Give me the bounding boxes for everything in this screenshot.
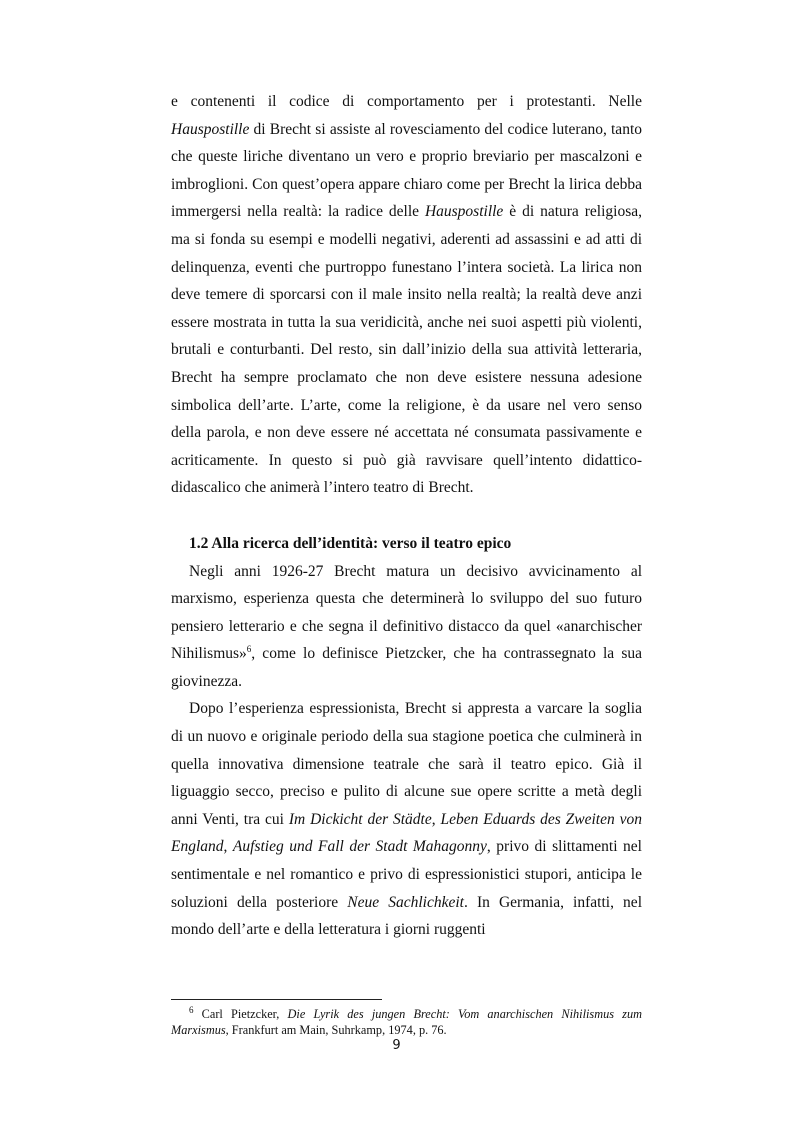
text-run: di Brecht si assiste al rovesciamento del codice luterano, tanto che queste liriche diventano un vero e proprio breviario per mascalzoni e imbroglioni. Con quest’opera appare chiaro come per Brecht la lirica debba immergersi nella realtà: la radice delle bbox=[171, 120, 642, 221]
footnote-divider bbox=[171, 999, 382, 1000]
footnote-reference[interactable]: 6 bbox=[246, 644, 252, 655]
italic-title: Neue Sachlichkeit bbox=[347, 893, 464, 911]
paragraph-1 bbox=[171, 88, 642, 502]
paragraph-2 bbox=[171, 558, 642, 696]
italic-title: Im Dickicht der Städte bbox=[288, 810, 432, 828]
text-run: e contenenti il codice di comportamento per i protestanti. Nelle bbox=[171, 93, 642, 110]
text-run: Negli anni 1926-27 Brecht matura un decisivo avvicinamento al marxismo, esperienza questa che determinerà lo sviluppo del suo futuro pensiero letterario e che segna il definitivo distacco da quel «anarchischer Nihilismus» bbox=[171, 562, 642, 663]
italic-title: Aufstieg und Fall der Stadt Mahagonny bbox=[232, 838, 487, 856]
italic-title: Hauspostille bbox=[424, 203, 504, 221]
text-run: . In Germania, infatti, nel mondo dell’arte e della letteratura i giorni ruggenti bbox=[171, 893, 642, 939]
paragraph-3 bbox=[171, 695, 642, 943]
section-heading: 1.2 Alla ricerca dell’identità: verso il teatro epico bbox=[189, 534, 512, 552]
italic-title: Die Lyrik des jungen Brecht: Vom anarchischen Nihilismus zum Marxismus bbox=[171, 1007, 642, 1037]
page-body bbox=[171, 88, 642, 944]
text-run: , bbox=[223, 838, 233, 856]
text-run: , bbox=[431, 810, 441, 828]
text-run: è di natura religiosa, ma si fonda su esempi e modelli negativi, aderenti ad assassini e ad atti di delinquenza, eventi che purtroppo funestano l’intera società. La lirica non deve temere di sporcarsi con il male insito nella realtà; la realtà deve anzi essere mostrata in tutta la sua veridicità, anche nei suoi aspetti più violenti, brutali e conturbanti. Del resto, sin dall’inizio della sua attività letteraria, Brecht ha sempre proclamato che non deve esistere nessuna adesione simbolica dell’arte. L’arte, come la religione, è da usare nel vero senso della parola, e non deve essere né accettata né consumata passivamente e acriticamente. In questo si può già ravvisare quell’intento didattico-didascalico che animerà l’intero teatro di Brecht. bbox=[171, 203, 642, 497]
text-run: , Frankfurt am Main, Suhrkamp, 1974, p. 76. bbox=[225, 1023, 447, 1037]
footnote-number: 6 bbox=[189, 1004, 194, 1015]
footnote bbox=[171, 1006, 642, 1038]
page-number: 9 bbox=[392, 1038, 401, 1053]
text-run: , privo di slittamenti nel sentimentale e nel romantico e privo di espressionistici stupori, anticipa le soluzioni della posteriore bbox=[171, 838, 642, 911]
text-run: Dopo l’esperienza espressionista, Brecht si appresta a varcare la soglia di un nuovo e originale periodo della sua stagione poetica che culminerà in quella innovativa dimensione teatrale che sarà il teatro epico. Già il liguaggio secco, preciso e pulito di alcune sue opere scritte a metà degli anni Venti, tra cui bbox=[171, 700, 642, 828]
text-run: , come lo definisce Pietzcker, che ha contrassegnato la sua giovinezza. bbox=[171, 645, 642, 690]
italic-title: Leben Eduards des Zweiten von England bbox=[171, 810, 643, 856]
italic-title: Hauspostille bbox=[171, 120, 250, 138]
text-run: Carl Pietzcker, bbox=[193, 1007, 288, 1021]
